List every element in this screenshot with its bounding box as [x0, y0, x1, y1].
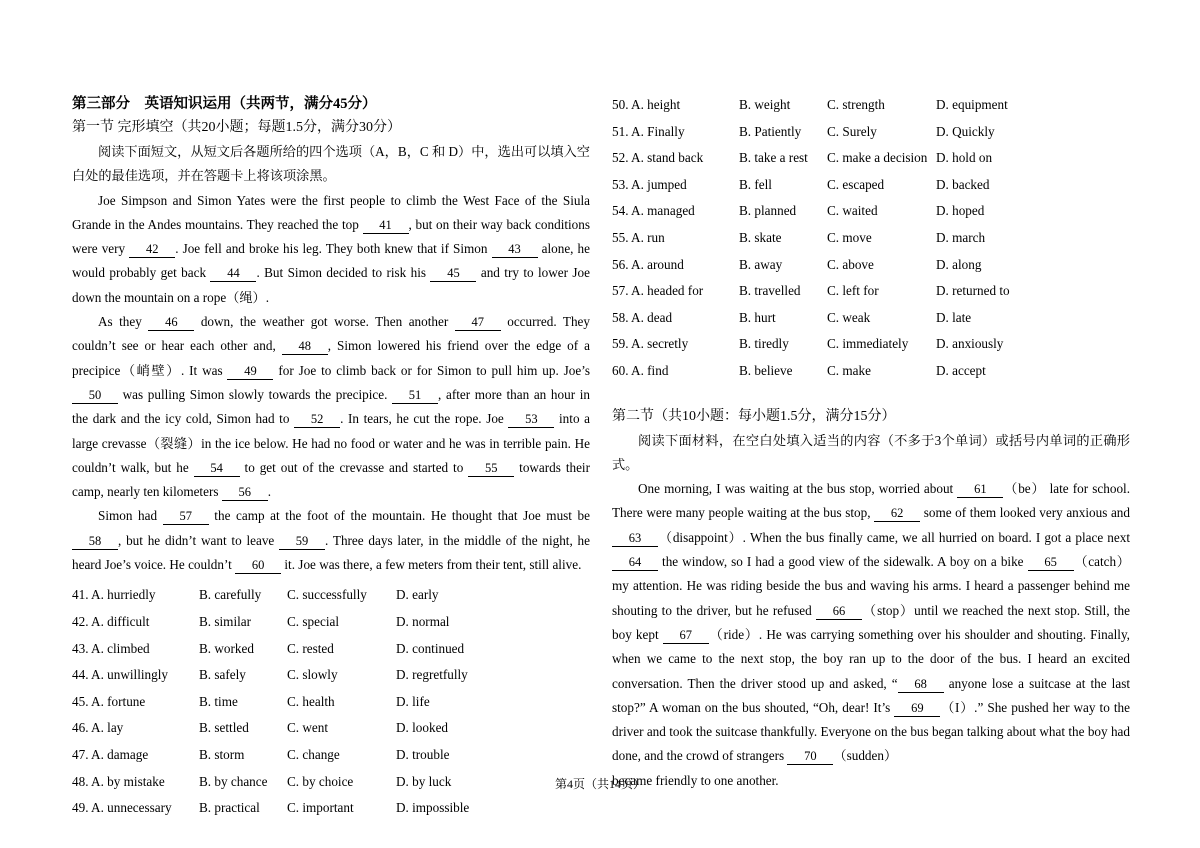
question-row	[72, 582, 590, 609]
question-option: C. by choice	[287, 773, 354, 789]
question-row	[72, 662, 590, 689]
question-option: D. anxiously	[936, 336, 1004, 352]
text-run: .	[267, 484, 272, 500]
text-run: （stop）until we reached the next stop. Still, the boy kept	[612, 602, 1130, 642]
question-option: D. trouble	[396, 746, 450, 762]
cloze-paragraph-1	[72, 189, 590, 310]
question-option: 53. A. jumped	[612, 176, 687, 192]
part3-heading: 第三部分 英语知识运用（共两节，满分45分）	[72, 96, 377, 112]
blank-55: 55	[468, 461, 514, 477]
question-row	[612, 252, 1130, 279]
question-option: D. normal	[396, 613, 450, 629]
question-option: B. practical	[199, 800, 260, 816]
question-option: D. accept	[936, 362, 986, 378]
question-option: 49. A. unnecessary	[72, 800, 172, 816]
question-option: D. hold on	[936, 150, 993, 166]
question-option: C. above	[827, 256, 874, 272]
blank-42: 42	[129, 242, 175, 258]
question-option: 59. A. secretly	[612, 336, 689, 352]
question-option: D. by luck	[396, 773, 452, 789]
blank-50: 50	[72, 388, 118, 404]
question-option: B. fell	[739, 176, 772, 192]
question-option: B. away	[739, 256, 783, 272]
question-option: D. life	[396, 693, 430, 709]
question-option: D. early	[396, 587, 439, 603]
options-table-50-60	[612, 92, 1130, 385]
question-option: 47. A. damage	[72, 746, 149, 762]
question-option: B. planned	[739, 203, 797, 219]
question-option: B. worked	[199, 640, 254, 656]
question-option: D. regretfully	[396, 667, 468, 683]
section2-heading: 第二节（共10小题：每小题1.5分，满分15分）	[612, 408, 896, 424]
question-option: D. march	[936, 229, 986, 245]
text-run: Joe Simpson and Simon Yates were the first people to climb the West Face of the Siula Grande in the Andes mountains. They reached the top	[72, 192, 590, 232]
question-option: D. equipment	[936, 97, 1008, 112]
cloze-paragraph-2	[72, 310, 590, 504]
text-run: into a large crevasse（裂缝）in the ice below. He had no food or water and he was in terrible pain. He couldn’t walk, but he	[72, 411, 590, 475]
blank-61: 61	[957, 482, 1003, 498]
blank-59: 59	[279, 534, 325, 550]
question-option: 58. A. dead	[612, 309, 673, 325]
question-row	[72, 795, 590, 822]
question-option: 42. A. difficult	[72, 613, 150, 629]
text-run: to get out of the crevasse and started to	[239, 459, 469, 475]
question-option: 55. A. run	[612, 229, 665, 245]
blank-60: 60	[235, 558, 281, 574]
question-row	[72, 609, 590, 636]
question-option: 54. A. managed	[612, 203, 695, 219]
blank-64: 64	[612, 555, 658, 571]
question-option: C. left for	[827, 283, 879, 299]
question-option: C. strength	[827, 97, 885, 112]
question-option: B. take a rest	[739, 150, 808, 166]
text-run: . But Simon decided to risk his	[256, 265, 431, 281]
cloze-paragraph-3	[72, 504, 590, 577]
question-option: D. backed	[936, 176, 990, 192]
blank-57: 57	[163, 509, 209, 525]
question-row	[612, 172, 1130, 199]
question-option: D. impossible	[396, 800, 470, 816]
blank-48: 48	[282, 339, 328, 355]
question-option: B. believe	[739, 362, 793, 378]
text-run: it. Joe was there, a few meters from their tent, still alive.	[281, 557, 582, 573]
question-option: 48. A. by mistake	[72, 773, 165, 789]
blank-63: 63	[612, 531, 658, 547]
blank-67: 67	[663, 628, 709, 644]
question-option: D. late	[936, 309, 972, 325]
section2-instructions: 阅读下面材料，在空白处填入适当的内容（不多于3个单词）或括号内单词的正确形式。	[612, 432, 1130, 472]
blank-51: 51	[392, 388, 438, 404]
question-option: B. similar	[199, 613, 252, 629]
text-run: （be） late for school. There were many people waiting at the bus stop,	[612, 481, 1130, 521]
question-option: B. carefully	[199, 587, 262, 603]
question-option: 50. A. height	[612, 97, 681, 112]
right-column	[612, 92, 1130, 793]
blank-41: 41	[363, 218, 409, 234]
text-run: down, the weather got worse. Then another	[194, 314, 455, 330]
text-run: （I）.” She pushed her way to the driver and took the suitcase thankfully. Everyone on the bus began talking about what the boy had done, and the crowd of strangers	[612, 699, 1130, 764]
blank-68: 68	[898, 677, 944, 693]
question-option: B. Patiently	[739, 123, 802, 139]
question-option: C. health	[287, 693, 335, 709]
blank-62: 62	[874, 506, 920, 522]
text-run: towards their camp, nearly ten kilometers	[72, 459, 590, 500]
blank-47: 47	[455, 315, 501, 331]
text-run: , after more than an hour in the dark and the icy cold, Simon had to	[72, 386, 590, 427]
question-option: B. by chance	[199, 773, 268, 789]
question-row	[612, 198, 1130, 225]
question-row	[72, 689, 590, 716]
question-option: C. went	[287, 720, 329, 736]
question-row	[612, 331, 1130, 358]
text-run: , but on their way back conditions were very	[72, 216, 591, 257]
question-option: D. along	[936, 256, 982, 272]
question-option: D. looked	[396, 720, 449, 736]
text-run: （disappoint）. When the bus finally came, we all hurried on board. I got a place next	[658, 529, 1130, 545]
question-option: B. skate	[739, 229, 782, 245]
question-row	[72, 636, 590, 663]
question-option: D. hoped	[936, 203, 985, 219]
question-option: 57. A. headed for	[612, 283, 704, 299]
question-option: B. hurt	[739, 309, 776, 325]
question-row	[612, 92, 1130, 119]
blank-45: 45	[430, 266, 476, 282]
question-option: C. make	[827, 362, 871, 378]
question-option: C. successfully	[287, 587, 367, 603]
question-row	[612, 225, 1130, 252]
text-run: （ride）. He was carrying something over his shoulder and shouting. Finally, when we came to the next stop, the boy ran up to the door of the bus. I heard an excited conversation. Then the driver stood up and asked, “	[612, 626, 1130, 691]
blank-53: 53	[508, 412, 554, 428]
question-option: C. waited	[827, 203, 878, 219]
question-option: D. continued	[396, 640, 465, 656]
question-option: B. storm	[199, 746, 245, 762]
question-option: C. slowly	[287, 667, 338, 683]
blank-66: 66	[816, 604, 862, 620]
blank-49: 49	[227, 364, 273, 380]
question-option: 52. A. stand back	[612, 150, 704, 166]
question-option: C. move	[827, 229, 872, 245]
blank-65: 65	[1028, 555, 1074, 571]
blank-44: 44	[210, 266, 256, 282]
text-run: occurred. They couldn’t see or hear each other and,	[72, 314, 590, 354]
text-run: Simon had	[98, 508, 163, 524]
question-row	[612, 305, 1130, 332]
section1-heading: 第一节 完形填空（共20小题；每题1.5分，满分30分）	[72, 120, 401, 135]
question-option: 44. A. unwillingly	[72, 667, 168, 683]
question-option: B. time	[199, 693, 238, 709]
left-column	[72, 92, 590, 822]
question-option: 51. A. Finally	[612, 123, 685, 139]
question-option: 41. A. hurriedly	[72, 587, 156, 603]
blank-70: 70	[787, 749, 833, 765]
question-row	[612, 358, 1130, 385]
fill-paragraph-1	[612, 477, 1130, 769]
text-run: （catch）my attention. He was riding beside the bus and waving his arms. I heard a passenger behind me shouting to the driver, but he refused	[612, 554, 1130, 618]
question-option: B. safely	[199, 667, 246, 683]
question-option: 43. A. climbed	[72, 640, 150, 656]
text-run: （sudden）	[833, 748, 898, 764]
question-option: D. returned to	[936, 283, 1010, 299]
question-option: C. immediately	[827, 336, 909, 352]
question-option: 60. A. find	[612, 362, 669, 378]
question-row	[72, 742, 590, 769]
page-footer: 第4页（共14页）	[554, 777, 645, 791]
blank-54: 54	[194, 461, 240, 477]
question-option: C. Surely	[827, 123, 877, 139]
question-option: B. tiredly	[739, 336, 789, 352]
question-option: C. rested	[287, 640, 334, 656]
question-row	[612, 278, 1130, 305]
question-option: B. travelled	[739, 283, 801, 299]
question-option: C. escaped	[827, 176, 885, 192]
question-row	[72, 715, 590, 742]
text-run: was pulling Simon slowly towards the precipice.	[118, 386, 393, 402]
text-run: the window, so I had a good view of the sidewalk. A boy on a bike	[658, 554, 1028, 570]
blank-56: 56	[222, 485, 268, 501]
question-option: 56. A. around	[612, 256, 684, 272]
text-run: . Joe fell and broke his leg. They both knew that if Simon	[175, 241, 492, 257]
text-run: , but he didn’t want to leave	[118, 532, 280, 548]
question-option: C. special	[287, 613, 340, 629]
section1-instructions: 阅读下面短文，从短文后各题所给的四个选项（A，B，C 和 D）中，选出可以填入空白处的最佳选项，并在答题卡上将该项涂黑。	[72, 144, 590, 184]
text-run: One morning, I was waiting at the bus stop, worried about	[638, 481, 958, 497]
text-run: some of them looked very anxious and	[920, 505, 1130, 521]
question-option: C. important	[287, 800, 354, 816]
blank-52: 52	[294, 412, 340, 428]
question-option: 45. A. fortune	[72, 693, 146, 709]
text-run: became friendly to one another.	[612, 772, 779, 788]
question-row	[612, 145, 1130, 172]
text-run: , Simon lowered his friend over the edge of a precipice（峭壁）. It was	[72, 338, 590, 378]
blank-58: 58	[72, 534, 118, 550]
question-option: B. weight	[739, 97, 791, 112]
blank-43: 43	[492, 242, 538, 258]
text-run: the camp at the foot of the mountain. He thought that Joe must be	[208, 508, 591, 524]
question-option: D. Quickly	[936, 123, 995, 139]
blank-69: 69	[894, 701, 940, 717]
text-run: and try to lower Joe down the mountain on a rope（绳）.	[72, 265, 590, 305]
text-run: . Three days later, in the middle of the night, he heard Joe’s voice. He couldn’t	[72, 532, 590, 573]
text-run: As they	[98, 314, 149, 330]
question-option: 46. A. lay	[72, 720, 124, 736]
blank-46: 46	[148, 315, 194, 331]
text-run: alone, he would probably get back	[72, 241, 590, 281]
question-option: C. make a decision	[827, 150, 928, 166]
question-option: C. change	[287, 746, 340, 762]
question-option: B. settled	[199, 720, 249, 736]
question-option: C. weak	[827, 309, 871, 325]
text-run: for Joe to climb back or for Simon to pull him up. Joe’s	[273, 362, 591, 378]
text-run: anyone lose a suitcase at the last stop?” A woman on the bus shouted, “Oh, dear! It’s	[612, 675, 1130, 715]
text-run: . In tears, he cut the rope. Joe	[340, 411, 509, 427]
question-row	[612, 119, 1130, 146]
